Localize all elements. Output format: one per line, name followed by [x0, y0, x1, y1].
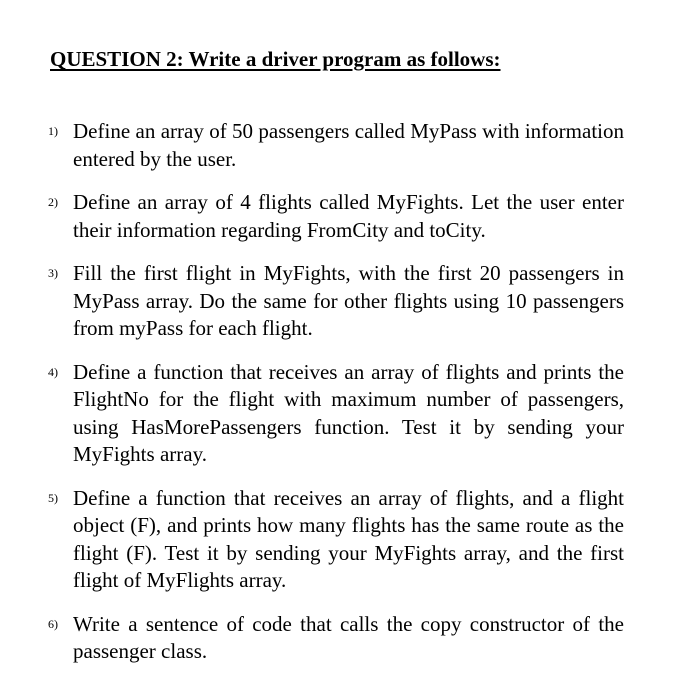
item-text: Define a function that receives an array of flights, and a flight object (F), and prints how many flights has the same route as the flight (F). Test it by sending your MyFights array, and the first flight of MyFlights array. [73, 485, 624, 592]
item-text: Define an array of 50 passengers called MyPass with information entered by the user. [73, 119, 624, 171]
item-text: Define a function that receives an array of flights and prints the FlightNo for the flight with maximum number of passengers, using HasMorePassengers function. Test it by sending your MyFights array. [73, 359, 624, 466]
question-list [48, 118, 624, 682]
list-item [48, 260, 624, 343]
list-item [48, 611, 624, 666]
item-text: Fill the first flight in MyFights, with the first 20 passengers in MyPass array. Do the same for other flights using 10 passengers from myPass for each flight. [73, 261, 624, 340]
list-item [48, 359, 624, 469]
item-number: 1) [48, 124, 58, 138]
item-number: 5) [48, 490, 58, 505]
item-number: 3) [48, 266, 58, 280]
list-item [48, 118, 624, 173]
question-heading: QUESTION 2: Write a driver program as follows: [50, 47, 501, 71]
item-number: 6) [48, 616, 58, 631]
list-item [48, 485, 624, 595]
item-number: 2) [48, 195, 58, 209]
item-number: 4) [48, 364, 58, 379]
item-text: Define an array of 4 flights called MyFights. Let the user enter their information regarding FromCity and toCity. [73, 190, 624, 242]
list-item [48, 189, 624, 244]
item-text: Write a sentence of code that calls the copy constructor of the passenger class. [73, 611, 624, 663]
